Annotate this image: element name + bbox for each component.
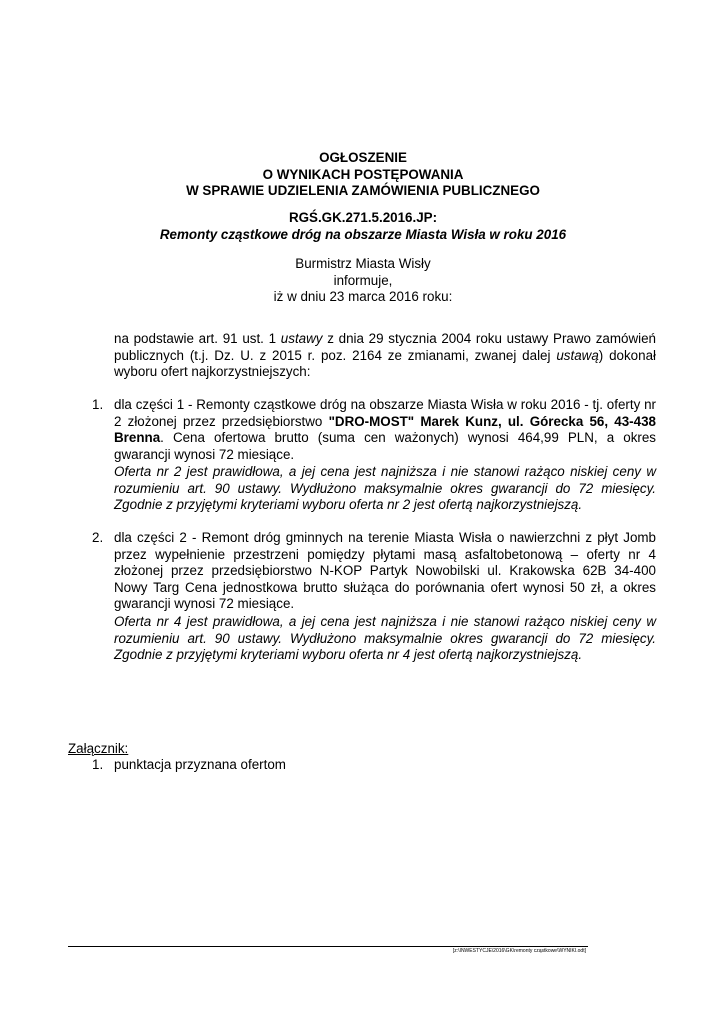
- attachment-label: Załącznik:: [68, 741, 129, 756]
- item-note: Oferta nr 4 jest prawidłowa, a jej cena jest najniższa i nie stanowi rażąco niskiej ceny w rozumieniu art. 90 ustawy. Wydłużono maksymalnie okres gwarancji do 72 miesięcy. Zgodnie z przyjętymi kryteriami wyboru oferta nr 4 jest ofertą najkorzystniejszą.: [114, 614, 656, 663]
- issuer-line-3: iż w dniu 23 marca 2016 roku:: [273, 289, 453, 305]
- issuer-block: [68, 256, 658, 306]
- footer-divider: [68, 946, 588, 947]
- intro-text-4: ustawą: [556, 347, 599, 363]
- title-block: [68, 150, 658, 200]
- footer-file-path: [z:\INWESTYCJE\2016\GK\remonty cząstkowe\WYNIKI.odt]: [452, 948, 586, 954]
- intro-text-1: na podstawie art. 91 ust. 1: [114, 331, 281, 346]
- intro-text-5: ) dokonał wyboru ofert najkorzystniejszych:: [114, 347, 657, 380]
- list-item: [114, 397, 656, 463]
- list-item: [114, 530, 656, 613]
- item-text-1: dla części 1 - Remonty cząstkowe dróg na obszarze Miasta Wisła w roku 2016 - tj. oferty nr 2 złożonej przez przedsiębiorstwo: [114, 397, 656, 429]
- issuer-line-1: Burmistrz Miasta Wisły: [295, 256, 431, 271]
- title-line-1: OGŁOSZENIE: [319, 150, 407, 165]
- item-note: Oferta nr 2 jest prawidłowa, a jej cena jest najniższa i nie stanowi rażąco niskiej ceny w rozumieniu art. 90 ustawy. Wydłużono maksymalnie okres gwarancji do 72 miesięcy. Zgodnie z przyjętymi kryteriami wyboru oferta nr 2 jest ofertą najkorzystniejszą.: [114, 464, 656, 513]
- intro-paragraph: [114, 331, 656, 381]
- attachment-item: punktacja przyznana ofertom: [114, 757, 286, 772]
- list-item-number: 2.: [92, 530, 104, 545]
- item-bold-text: "DRO-MOST" Marek Kunz, ul. Górecka 56, 43-438 Brenna: [114, 413, 656, 446]
- item-text-1: dla części 2 - Remont dróg gminnych na terenie Miasta Wisła o nawierzchni z płyt Jomb przez wypełnienie przestrzeni pomiędzy płytami masą asfaltobetonową – oferty nr 4 złożonej przez przedsiębiorstwo N-KOP Partyk Nowobilski ul. Krakowska 62B 34-400 Nowy Targ Cena jednostkowa brutto służąca do porównania ofert wynosi 50 zł, a okres gwarancji wynosi 72 miesiące.: [114, 530, 656, 612]
- intro-text-2: ustawy: [280, 331, 323, 346]
- title-line-2: O WYNIKACH POSTĘPOWANIA: [262, 166, 464, 182]
- list-item-number: 1.: [92, 397, 104, 412]
- intro-text-3: z dnia 29 stycznia 2004 roku ustawy Prawo zamówień publicznych (t.j. Dz. U. z 2015 r. poz. 2164 ze zmianami, zwanej dalej: [114, 331, 656, 363]
- issuer-line-2: informuje,: [333, 272, 393, 288]
- attachment-number: 1.: [92, 757, 104, 772]
- subject-line: Remonty cząstkowe dróg na obszarze Miasta Wisła w roku 2016: [159, 227, 567, 242]
- title-line-3: W SPRAWIE UDZIELENIA ZAMÓWIENIA PUBLICZNEGO: [186, 183, 540, 199]
- item-text-2: . Cena ofertowa brutto (suma cen ważonych) wynosi 464,99 PLN, a okres gwarancji wynosi 72 miesiące.: [114, 430, 656, 462]
- reference-number: RGŚ.GK.271.5.2016.JP:: [288, 210, 438, 225]
